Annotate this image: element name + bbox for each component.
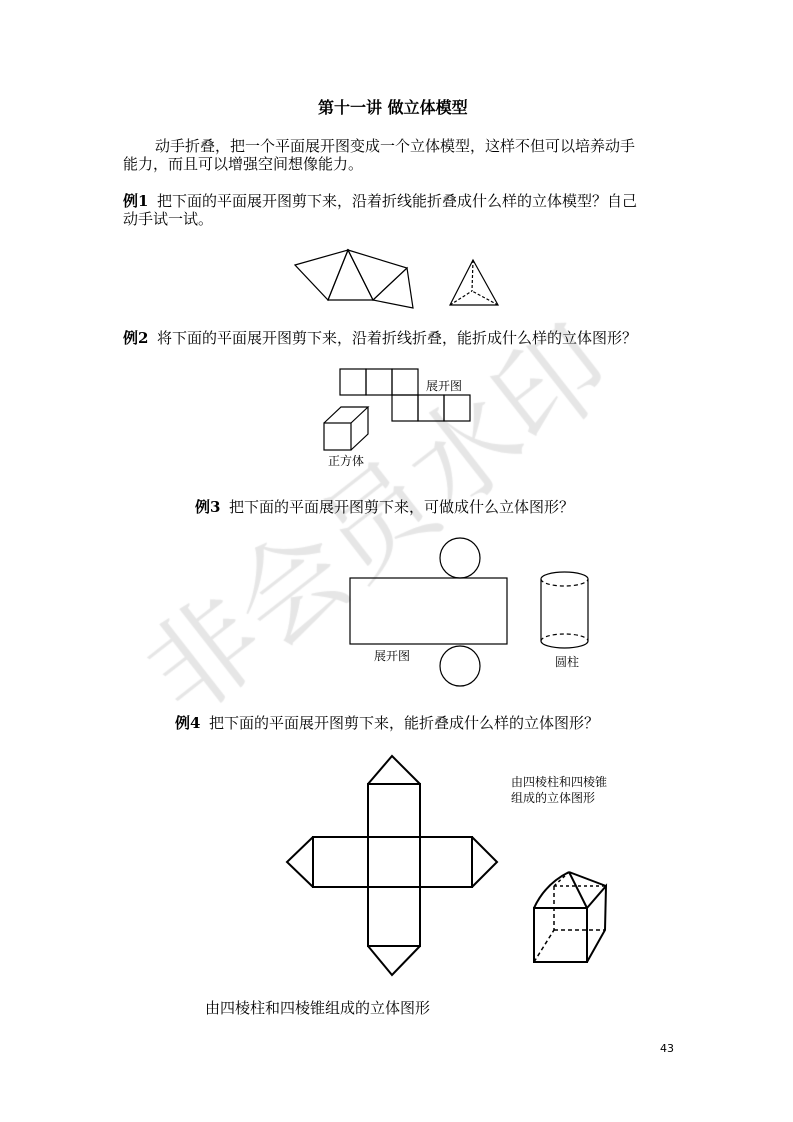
example-2-label: 例2 <box>123 329 149 347</box>
tetrahedron <box>450 260 498 305</box>
cube <box>324 407 368 450</box>
example-3-text: 把下面的平面展开图剪下来，可做成什么立体图形？ <box>229 498 575 516</box>
cube-label: 正方体 <box>328 454 365 468</box>
net-label: 展开图 <box>374 649 411 663</box>
solid-label-line-1: 由四棱柱和四棱锥 <box>511 775 608 789</box>
example-1-line-2: 动手试一试。 <box>123 210 214 228</box>
example-1-label: 例1 <box>123 192 149 210</box>
example-4-caption: 由四棱柱和四棱锥组成的立体图形 <box>205 999 431 1017</box>
intro-line-1: 动手折叠，把一个平面展开图变成一个立体模型，这样不但可以培养动手 <box>155 137 636 155</box>
cylinder <box>541 572 588 648</box>
cube-net <box>340 369 470 421</box>
page-number: 43 <box>660 1042 674 1055</box>
example-1-text: 把下面的平面展开图剪下来，沿着折线能折叠成什么样的立体模型？自己 <box>157 192 638 210</box>
triangle-net <box>295 250 413 308</box>
solid-label-line-2: 组成的立体图形 <box>511 791 596 805</box>
example-2-text: 将下面的平面展开图剪下来，沿着折线折叠，能折成什么样的立体图形？ <box>157 329 638 347</box>
intro-line-2: 能力，而且可以增强空间想像能力。 <box>123 155 364 173</box>
example-4-label: 例4 <box>175 714 201 732</box>
net-label: 展开图 <box>426 379 463 393</box>
cylinder-label: 圆柱 <box>555 655 580 669</box>
example-3-label: 例3 <box>195 498 221 516</box>
page-title: 第十一讲 做立体模型 <box>318 98 468 117</box>
prism-pyramid-solid <box>534 872 606 962</box>
example-4-text: 把下面的平面展开图剪下来，能折叠成什么样的立体图形？ <box>209 714 600 732</box>
prism-pyramid-net <box>287 756 497 975</box>
cylinder-net <box>350 538 507 686</box>
